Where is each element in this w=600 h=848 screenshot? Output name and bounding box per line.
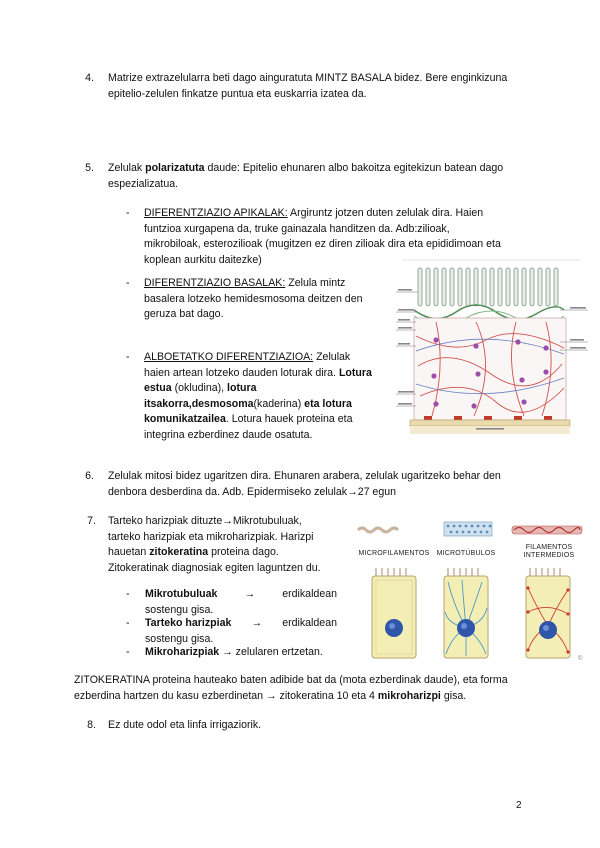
bullet-dash: - [126, 207, 130, 219]
bullet-dash: - [126, 646, 130, 658]
item-5-line: Zelulak polarizatuta daude: Epitelio ehunaren albo bakoitza egitekizun batean dago [108, 162, 504, 174]
cytoskeleton-figure [344, 516, 590, 662]
sub-item-mikrotubuluak: Mikrotubuluak → erdikaldean sostengu gisa. [145, 588, 337, 616]
item-6-text: Zelulak mitosi bidez ugaritzen dira. Ehunaren arabera, zelulak ugaritzeko behar den denbora desberdina da. Adb. Epidermiseko zelulak→27 egun [108, 470, 501, 498]
microfilament-strand-graphic [358, 528, 398, 532]
item-4-text [108, 71, 538, 102]
cell-microfilaments [372, 568, 416, 658]
zitokeratina-paragraph: ZITOKERATINA proteina hauteako baten adibide bat da (mota ezberdinak daude), eta forma ezberdina hartzen du kasu ezberdinetan → zitokeratina 10 eta 4 mikroharizpi gisa. [74, 674, 508, 702]
item-4-number: 4. [85, 72, 94, 84]
basala-title: DIFERENTZIAZIO BASALAK: [144, 277, 286, 289]
microtubule-strand-graphic [444, 522, 492, 536]
bullet-dash: - [126, 617, 130, 629]
item-5-text [108, 161, 538, 192]
epithelium-junctions-figure [396, 256, 588, 438]
item-5-number: 5. [85, 162, 94, 174]
item-7-text: Tarteko harizpiak dituzte→Mikrotubuluak, tarteko harizpiak eta mikroharizpiak. Harizpi hauetan zitokeratina proteina dago. Zitokeratinak diagnosiak egiten laguntzen du. [108, 515, 321, 574]
copyright-mark: © [578, 656, 583, 662]
bullet-dash: - [126, 588, 130, 600]
item-8-number: 8. [87, 719, 96, 731]
item-7-number: 7. [87, 515, 96, 527]
page-number: 2 [516, 800, 522, 811]
sub-item-mikroharizpiak: Mikroharizpiak → zelularen ertzetan. [145, 646, 323, 658]
cell-intermediate-filaments [526, 568, 570, 658]
item-6-number: 6. [85, 470, 94, 482]
apikala-paragraph: DIFERENTZIAZIO APIKALAK: Argiruntz jotzen duten zelulak dira. Haien funtzioa xurgapena da, truke gainazala handitzen da. Adb:zilioak, mikrobiloak, esterozilioak (mugitzen ez diren zilioak dira eta epididimoan eta koplean aurkitu daitezke) [144, 207, 501, 266]
apikala-title: DIFERENTZIAZIO APIKALAK: [144, 207, 288, 219]
label-microfilamentos: MICROFILAMENTOS [358, 550, 430, 557]
bullet-dash: - [126, 277, 130, 289]
cell-microtubules [444, 568, 488, 658]
item-4-line: Matrize extrazelularra beti dago ainguratuta MINTZ BASALA bidez. Bere enginkizuna [108, 72, 508, 84]
alboetako-paragraph: ALBOETATKO DIFERENTZIAZIOA: Zelulak haien artean lotzeko dauden loturak dira. Lotura estua (okludina), lotura itsakorra,desmosoma(kaderina) eta lotura komunikatzailea. Lotura hauek proteina eta integrina ezberdinez daude osatuta. [144, 351, 372, 441]
basala-paragraph: DIFERENTZIAZIO BASALAK: Zelula mintz basalera lotzeko hemidesmosoma deitzen den geruza bat dago. [144, 277, 363, 320]
sub-item-tarteko: Tarteko harizpiak → erdikaldean sostengu gisa. [145, 617, 337, 645]
label-microtubulos: MICROTÚBULOS [436, 550, 496, 557]
item-5-line: espezializatua. [108, 177, 179, 190]
label-filamentos: FILAMENTOS INTERMEDIOS [523, 544, 575, 559]
item-4-line: epitelio-zelulen finkatze puntua eta euskarria izatea da. [108, 87, 367, 100]
bullet-dash: - [126, 351, 130, 363]
intermediate-filament-strand-graphic [512, 526, 582, 534]
item-8-text: Ez dute odol eta linfa irrigaziorik. [108, 719, 262, 731]
alboetako-title: ALBOETATKO DIFERENTZIAZIOA: [144, 351, 314, 363]
